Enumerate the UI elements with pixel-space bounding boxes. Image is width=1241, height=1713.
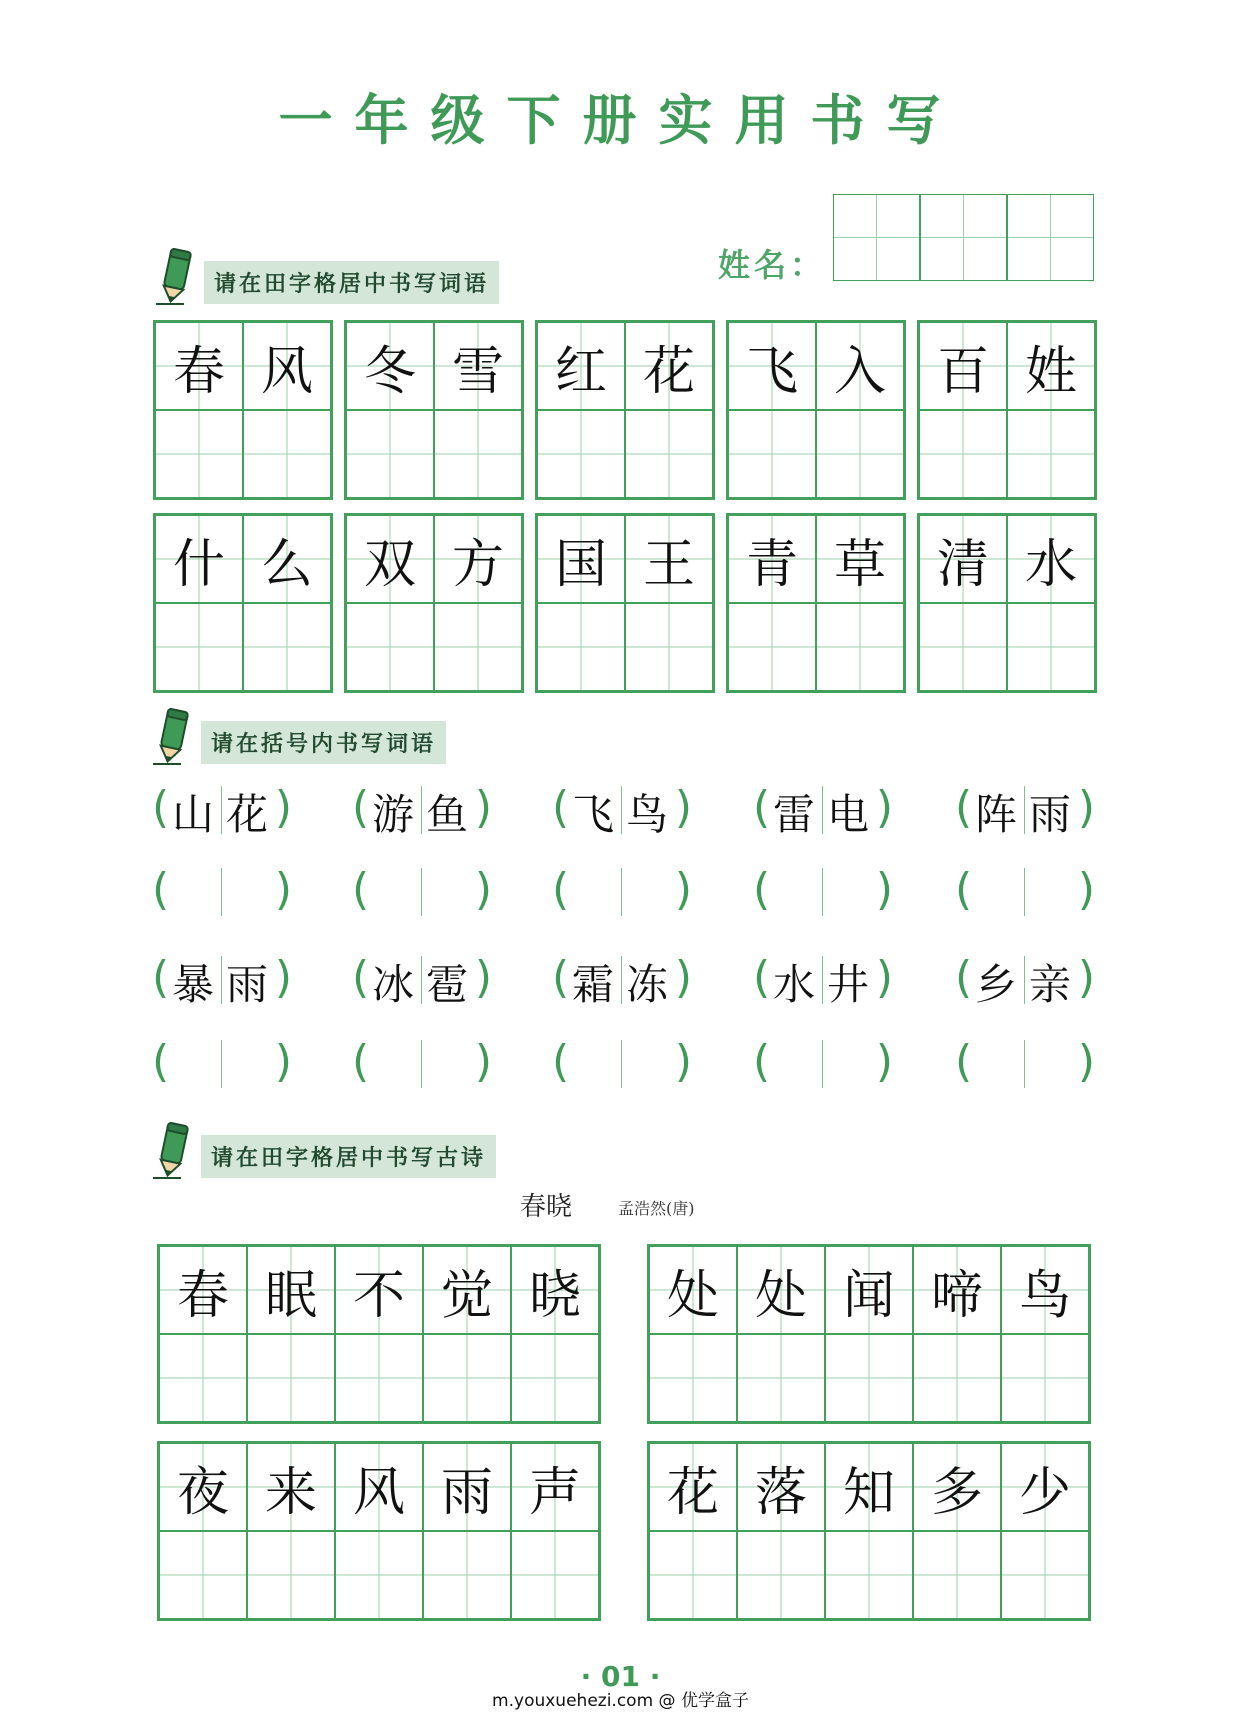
tianzige-cell[interactable] (537, 603, 625, 691)
section-label: 请在括号内书写词语 (201, 721, 446, 764)
paren-blank[interactable] (352, 862, 492, 922)
model-character: 方 (451, 534, 504, 595)
word-pair-grid (153, 320, 333, 500)
model-character: 草 (833, 534, 886, 595)
tianzige-cell[interactable] (159, 1531, 247, 1619)
right-paren: ) (1077, 782, 1095, 833)
model-character: 来 (264, 1462, 317, 1523)
tianzige-cell[interactable] (335, 1334, 423, 1422)
model-character: 夜 (176, 1462, 229, 1523)
model-character: 眠 (264, 1265, 317, 1326)
tianzige-cell (159, 1246, 247, 1334)
right-paren: ) (674, 1036, 692, 1087)
paren-blank[interactable] (753, 862, 893, 922)
paren-divider (1024, 956, 1025, 1004)
paren-word (152, 950, 292, 1010)
model-character: 山 (172, 790, 215, 839)
model-character: 么 (260, 534, 313, 595)
paren-divider (421, 956, 422, 1004)
tianzige-cell (625, 322, 713, 410)
tianzige-cell[interactable] (737, 1334, 825, 1422)
tianzige-cell (1007, 515, 1095, 603)
tianzige-cell[interactable] (728, 603, 816, 691)
tianzige-cell (728, 515, 816, 603)
paren-divider (1024, 1040, 1025, 1088)
model-character: 水 (1024, 534, 1077, 595)
tianzige-cell[interactable] (737, 1531, 825, 1619)
model-character: 水 (773, 960, 816, 1009)
tianzige-cell (913, 1443, 1001, 1531)
left-paren: ( (152, 864, 170, 915)
model-character: 觉 (440, 1265, 493, 1326)
tianzige-cell[interactable] (247, 1334, 335, 1422)
tianzige-cell (155, 322, 243, 410)
paren-divider (621, 956, 622, 1004)
tianzige-cell[interactable] (1001, 1531, 1089, 1619)
right-paren: ) (1077, 952, 1095, 1003)
tianzige-cell (434, 515, 522, 603)
section-header-parens (151, 706, 446, 766)
paren-divider (822, 956, 823, 1004)
left-paren: ( (955, 1036, 973, 1087)
model-character: 阵 (975, 790, 1018, 839)
poem-line-grid (157, 1244, 601, 1424)
paren-divider (221, 956, 222, 1004)
paren-divider (822, 1040, 823, 1088)
model-character: 处 (754, 1265, 807, 1326)
tianzige-cell (649, 1246, 737, 1334)
model-character: 冬 (363, 341, 416, 402)
model-character: 花 (666, 1462, 719, 1523)
paren-blank[interactable] (753, 1034, 893, 1094)
model-character: 冻 (626, 960, 669, 1009)
left-paren: ( (552, 952, 570, 1003)
left-paren: ( (955, 952, 973, 1003)
tianzige-cell (825, 1246, 913, 1334)
tianzige-cell (625, 515, 713, 603)
tianzige-cell[interactable] (625, 603, 713, 691)
name-boxes (833, 194, 1094, 281)
tianzige-cell[interactable] (159, 1334, 247, 1422)
model-character: 飞 (745, 341, 798, 402)
paren-divider (621, 1040, 622, 1088)
poem-line-grid (647, 1244, 1091, 1424)
left-paren: ( (753, 864, 771, 915)
model-character: 雷 (773, 790, 816, 839)
tianzige-cell (1001, 1443, 1089, 1531)
model-character: 游 (372, 790, 415, 839)
model-character: 不 (352, 1265, 405, 1326)
word-pair-grid (917, 513, 1097, 693)
word-pair-grid (153, 513, 333, 693)
paren-blank[interactable] (552, 1034, 692, 1094)
model-character: 飞 (572, 790, 615, 839)
model-character: 清 (936, 534, 989, 595)
word-pair-grid (344, 513, 524, 693)
model-character: 晓 (528, 1265, 581, 1326)
model-character: 风 (352, 1462, 405, 1523)
tianzige-cell (155, 515, 243, 603)
model-character: 王 (642, 534, 695, 595)
left-paren: ( (955, 782, 973, 833)
paren-divider (822, 786, 823, 834)
paren-blank[interactable] (352, 1034, 492, 1094)
tianzige-cell (434, 322, 522, 410)
poem-author: 孟浩然(唐) (618, 1199, 695, 1218)
left-paren: ( (352, 782, 370, 833)
tianzige-cell (537, 515, 625, 603)
poem-line-grid (647, 1441, 1091, 1621)
model-character: 霜 (572, 960, 615, 1009)
paren-word (955, 950, 1095, 1010)
tianzige-cell (1001, 1246, 1089, 1334)
right-paren: ) (274, 1036, 292, 1087)
tianzige-cell[interactable] (423, 1334, 511, 1422)
model-character: 亲 (1029, 960, 1072, 1009)
page-number: · 01 · (580, 1660, 661, 1693)
model-character: 花 (226, 790, 269, 839)
paren-divider (621, 868, 622, 916)
tianzige-cell (649, 1443, 737, 1531)
tianzige-cell[interactable] (423, 1531, 511, 1619)
model-character: 雨 (440, 1462, 493, 1523)
word-pair-grid (535, 320, 715, 500)
paren-divider (421, 786, 422, 834)
tianzige-cell[interactable] (346, 410, 434, 498)
tianzige-cell[interactable] (816, 603, 904, 691)
left-paren: ( (352, 864, 370, 915)
model-character: 雹 (426, 960, 469, 1009)
model-character: 什 (172, 534, 225, 595)
tianzige-cell[interactable] (346, 603, 434, 691)
left-paren: ( (753, 782, 771, 833)
tianzige-cell[interactable] (825, 1334, 913, 1422)
paren-word (753, 950, 893, 1010)
right-paren: ) (274, 864, 292, 915)
tianzige-cell (737, 1443, 825, 1531)
paren-word (552, 780, 692, 840)
tianzige-cell (243, 322, 331, 410)
paren-divider (621, 786, 622, 834)
tianzige-cell[interactable] (434, 410, 522, 498)
section-label: 请在田字格居中书写词语 (204, 261, 499, 304)
right-paren: ) (474, 1036, 492, 1087)
tianzige-cell[interactable] (243, 603, 331, 691)
paren-word (955, 780, 1095, 840)
model-character: 啼 (930, 1265, 983, 1326)
tianzige-cell[interactable] (1007, 410, 1095, 498)
tianzige-cell (247, 1443, 335, 1531)
tianzige-cell[interactable] (919, 410, 1007, 498)
section-label: 请在田字格居中书写古诗 (201, 1135, 496, 1178)
model-character: 电 (827, 790, 870, 839)
model-character: 处 (666, 1265, 719, 1326)
name-box[interactable] (920, 194, 1007, 281)
paren-word (152, 780, 292, 840)
left-paren: ( (152, 952, 170, 1003)
model-character: 红 (554, 341, 607, 402)
model-character: 井 (827, 960, 870, 1009)
tianzige-cell[interactable] (649, 1334, 737, 1422)
right-paren: ) (875, 1036, 893, 1087)
section-header-poem (151, 1120, 496, 1180)
tianzige-cell[interactable] (919, 603, 1007, 691)
tianzige-cell[interactable] (1007, 603, 1095, 691)
tianzige-cell (511, 1443, 599, 1531)
tianzige-cell (1007, 322, 1095, 410)
tianzige-cell[interactable] (335, 1531, 423, 1619)
word-pair-grid (917, 320, 1097, 500)
model-character: 风 (260, 341, 313, 402)
tianzige-cell (243, 515, 331, 603)
model-character: 冰 (372, 960, 415, 1009)
paren-divider (1024, 786, 1025, 834)
model-character: 乡 (975, 960, 1018, 1009)
paren-divider (221, 868, 222, 916)
right-paren: ) (474, 782, 492, 833)
tianzige-cell (423, 1443, 511, 1531)
tianzige-cell[interactable] (155, 410, 243, 498)
tianzige-cell[interactable] (247, 1531, 335, 1619)
tianzige-cell (159, 1443, 247, 1531)
tianzige-cell[interactable] (728, 410, 816, 498)
tianzige-cell[interactable] (511, 1334, 599, 1422)
tianzige-cell[interactable] (913, 1334, 1001, 1422)
left-paren: ( (152, 782, 170, 833)
left-paren: ( (552, 782, 570, 833)
left-paren: ( (753, 1036, 771, 1087)
model-character: 雨 (226, 960, 269, 1009)
tianzige-cell[interactable] (649, 1531, 737, 1619)
paren-blank[interactable] (152, 862, 292, 922)
paren-word (352, 950, 492, 1010)
tianzige-cell[interactable] (816, 410, 904, 498)
pencil-icon (154, 246, 198, 306)
right-paren: ) (674, 782, 692, 833)
paren-word (753, 780, 893, 840)
right-paren: ) (274, 952, 292, 1003)
right-paren: ) (1077, 864, 1095, 915)
tianzige-cell[interactable] (155, 603, 243, 691)
tianzige-cell (913, 1246, 1001, 1334)
pencil-icon (151, 1120, 195, 1180)
model-character: 鸟 (626, 790, 669, 839)
model-character: 雨 (1029, 790, 1072, 839)
tianzige-cell (825, 1443, 913, 1531)
paren-divider (1024, 868, 1025, 916)
left-paren: ( (552, 864, 570, 915)
model-character: 国 (554, 534, 607, 595)
tianzige-cell[interactable] (434, 603, 522, 691)
word-pair-grid (726, 320, 906, 500)
name-label: 姓名： (718, 246, 827, 284)
tianzige-cell (423, 1246, 511, 1334)
paren-divider (421, 868, 422, 916)
page-title: 一年级下册实用书写 (278, 89, 963, 152)
paren-blank[interactable] (955, 1034, 1095, 1094)
paren-blank[interactable] (955, 862, 1095, 922)
tianzige-cell (919, 322, 1007, 410)
model-character: 百 (936, 341, 989, 402)
left-paren: ( (753, 952, 771, 1003)
model-character: 声 (528, 1462, 581, 1523)
tianzige-cell (537, 322, 625, 410)
tianzige-cell (816, 515, 904, 603)
tianzige-cell (335, 1443, 423, 1531)
model-character: 少 (1018, 1462, 1071, 1523)
paren-divider (822, 868, 823, 916)
model-character: 知 (842, 1462, 895, 1523)
paren-blank[interactable] (552, 862, 692, 922)
tianzige-cell[interactable] (537, 410, 625, 498)
tianzige-cell (335, 1246, 423, 1334)
model-character: 鸟 (1018, 1265, 1071, 1326)
paren-divider (421, 1040, 422, 1088)
tianzige-cell[interactable] (825, 1531, 913, 1619)
left-paren: ( (352, 1036, 370, 1087)
model-character: 鱼 (426, 790, 469, 839)
word-pair-grid (344, 320, 524, 500)
paren-divider (221, 1040, 222, 1088)
left-paren: ( (152, 1036, 170, 1087)
tianzige-cell (816, 322, 904, 410)
model-character: 入 (833, 341, 886, 402)
right-paren: ) (875, 952, 893, 1003)
poem-title: 春晓 (520, 1192, 573, 1222)
word-pair-grid (535, 513, 715, 693)
model-character: 闻 (842, 1265, 895, 1326)
right-paren: ) (274, 782, 292, 833)
tianzige-cell (346, 515, 434, 603)
tianzige-cell (737, 1246, 825, 1334)
left-paren: ( (955, 864, 973, 915)
poem-line-grid (157, 1441, 601, 1621)
model-character: 姓 (1024, 341, 1077, 402)
name-box[interactable] (833, 194, 920, 281)
right-paren: ) (674, 952, 692, 1003)
paren-divider (221, 786, 222, 834)
right-paren: ) (1077, 1036, 1095, 1087)
right-paren: ) (474, 952, 492, 1003)
model-character: 春 (172, 341, 225, 402)
right-paren: ) (474, 864, 492, 915)
word-pair-grid (726, 513, 906, 693)
left-paren: ( (552, 1036, 570, 1087)
tianzige-cell[interactable] (1001, 1334, 1089, 1422)
model-character: 暴 (172, 960, 215, 1009)
paren-word (352, 780, 492, 840)
pencil-icon (151, 706, 195, 766)
model-character: 花 (642, 341, 695, 402)
tianzige-cell[interactable] (511, 1531, 599, 1619)
model-character: 双 (363, 534, 416, 595)
tianzige-cell (511, 1246, 599, 1334)
model-character: 春 (176, 1265, 229, 1326)
model-character: 落 (754, 1462, 807, 1523)
tianzige-cell[interactable] (625, 410, 713, 498)
model-character: 多 (930, 1462, 983, 1523)
footer-watermark: m.youxuehezi.com @ 优学盒子 (492, 1691, 749, 1711)
tianzige-cell (728, 322, 816, 410)
tianzige-cell[interactable] (243, 410, 331, 498)
right-paren: ) (674, 864, 692, 915)
right-paren: ) (875, 864, 893, 915)
tianzige-cell[interactable] (913, 1531, 1001, 1619)
paren-word (552, 950, 692, 1010)
paren-blank[interactable] (152, 1034, 292, 1094)
tianzige-cell (919, 515, 1007, 603)
tianzige-cell (247, 1246, 335, 1334)
name-box[interactable] (1007, 194, 1094, 281)
model-character: 雪 (451, 341, 504, 402)
tianzige-cell (346, 322, 434, 410)
right-paren: ) (875, 782, 893, 833)
model-character: 青 (745, 534, 798, 595)
section-header-words (154, 246, 499, 306)
left-paren: ( (352, 952, 370, 1003)
